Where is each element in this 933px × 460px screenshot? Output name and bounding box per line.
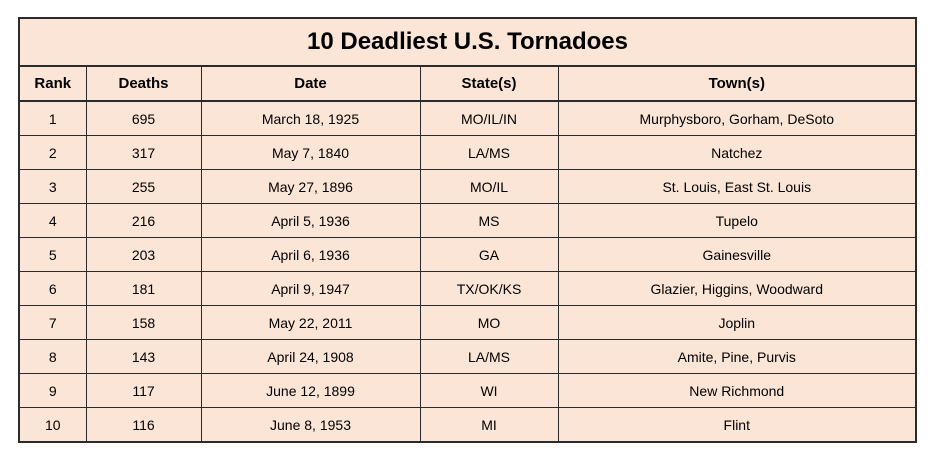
states-cell: GA [420,238,558,272]
deaths-cell: 181 [86,272,201,306]
table-row [19,408,916,443]
deaths-cell: 117 [86,374,201,408]
deaths-cell: 216 [86,204,201,238]
deaths-cell: 143 [86,340,201,374]
deaths-cell: 203 [86,238,201,272]
states-cell: TX/OK/KS [420,272,558,306]
towns-cell: Joplin [558,306,916,340]
date-cell: March 18, 1925 [201,101,420,136]
states-cell: MI [420,408,558,443]
date-cell: May 27, 1896 [201,170,420,204]
date-cell: May 22, 2011 [201,306,420,340]
deaths-cell: 116 [86,408,201,443]
states-cell: MO [420,306,558,340]
towns-cell: Natchez [558,136,916,170]
column-header-states: State(s) [420,66,558,101]
table-row [19,340,916,374]
states-cell: LA/MS [420,136,558,170]
rank-cell: 2 [19,136,86,170]
tornado-table [18,17,917,443]
table-row [19,374,916,408]
date-cell: June 8, 1953 [201,408,420,443]
header-row [19,66,916,101]
deaths-cell: 317 [86,136,201,170]
towns-cell: Glazier, Higgins, Woodward [558,272,916,306]
rank-cell: 6 [19,272,86,306]
column-header-date: Date [201,66,420,101]
rank-cell: 4 [19,204,86,238]
towns-cell: Amite, Pine, Purvis [558,340,916,374]
towns-cell: New Richmond [558,374,916,408]
date-cell: June 12, 1899 [201,374,420,408]
date-cell: May 7, 1840 [201,136,420,170]
rank-cell: 7 [19,306,86,340]
table-row [19,238,916,272]
towns-cell: Murphysboro, Gorham, DeSoto [558,101,916,136]
column-header-deaths: Deaths [86,66,201,101]
towns-cell: Gainesville [558,238,916,272]
table-title: 10 Deadliest U.S. Tornadoes [19,18,916,66]
states-cell: LA/MS [420,340,558,374]
column-header-towns: Town(s) [558,66,916,101]
date-cell: April 6, 1936 [201,238,420,272]
states-cell: MS [420,204,558,238]
date-cell: April 5, 1936 [201,204,420,238]
table-row [19,136,916,170]
deaths-cell: 158 [86,306,201,340]
rank-cell: 1 [19,101,86,136]
rank-cell: 10 [19,408,86,443]
rank-cell: 8 [19,340,86,374]
states-cell: MO/IL [420,170,558,204]
deaths-cell: 255 [86,170,201,204]
states-cell: WI [420,374,558,408]
towns-cell: Flint [558,408,916,443]
table-row [19,272,916,306]
rank-cell: 5 [19,238,86,272]
table-row [19,101,916,136]
date-cell: April 9, 1947 [201,272,420,306]
column-header-rank: Rank [19,66,86,101]
towns-cell: Tupelo [558,204,916,238]
towns-cell: St. Louis, East St. Louis [558,170,916,204]
table-row [19,170,916,204]
states-cell: MO/IL/IN [420,101,558,136]
table-body [19,101,916,442]
table-row [19,204,916,238]
table-row [19,306,916,340]
date-cell: April 24, 1908 [201,340,420,374]
deaths-cell: 695 [86,101,201,136]
rank-cell: 9 [19,374,86,408]
title-row [19,18,916,66]
rank-cell: 3 [19,170,86,204]
